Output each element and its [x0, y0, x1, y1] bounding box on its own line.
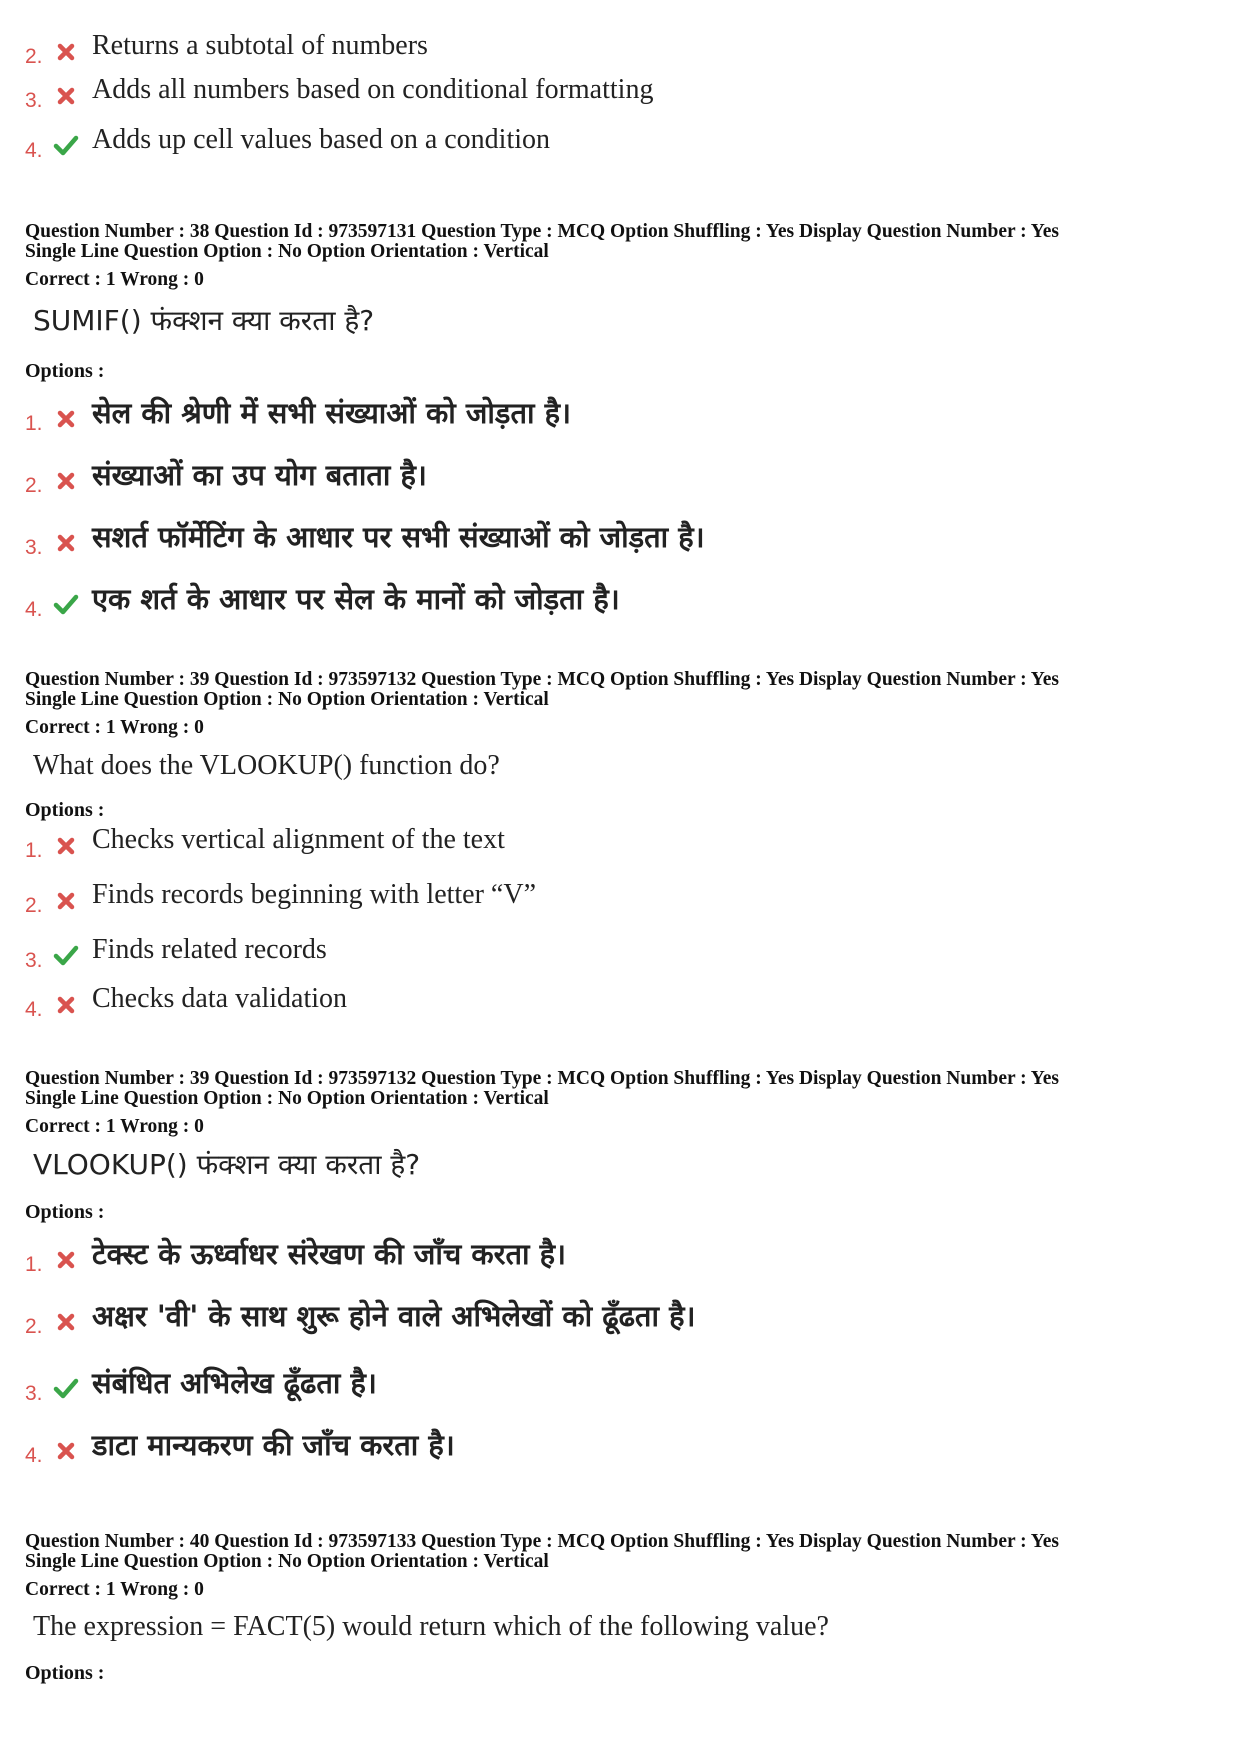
option-text: टेक्स्ट के ऊर्ध्वाधर संरेखण की जाँच करता है। [92, 1237, 567, 1271]
option-text: संबंधित अभिलेख ढूँढता है। [92, 1366, 377, 1400]
option-text: अक्षर 'वी' के साथ शुरू होने वाले अभिलेखों को ढूँढता है। [92, 1299, 696, 1333]
question-meta-line2: Single Line Question Option : No Option Orientation : Vertical [25, 689, 549, 710]
question-meta-line2: Single Line Question Option : No Option Orientation : Vertical [25, 241, 549, 262]
option-number: 4. [25, 139, 43, 162]
wrong-cross-icon [53, 84, 79, 108]
option-row[interactable] [0, 822, 1240, 862]
option-text: Adds all numbers based on conditional formatting [92, 74, 654, 105]
option-number: 1. [25, 839, 43, 862]
option-row[interactable] [0, 1298, 1240, 1338]
option-row[interactable] [0, 395, 1240, 435]
question-meta-line2: Single Line Question Option : No Option Orientation : Vertical [25, 1551, 549, 1572]
correct-check-icon [53, 593, 79, 617]
wrong-cross-icon [53, 40, 79, 64]
question-text: VLOOKUP() फंक्शन क्या करता है? [33, 1148, 421, 1181]
option-number: 2. [25, 1315, 43, 1338]
option-row[interactable] [0, 519, 1240, 559]
options-label: Options : [25, 1201, 105, 1223]
option-row[interactable] [0, 457, 1240, 497]
options-label: Options : [25, 799, 105, 821]
option-number: 1. [25, 412, 43, 435]
option-row[interactable] [0, 932, 1240, 972]
option-number: 3. [25, 89, 43, 112]
question-meta-line1: Question Number : 38 Question Id : 973597131 Question Type : MCQ Option Shuffling : Yes Display Question Number : Yes [25, 221, 1059, 242]
option-row[interactable] [0, 1236, 1240, 1276]
question-marks: Correct : 1 Wrong : 0 [25, 1579, 204, 1600]
question-meta-line1: Question Number : 39 Question Id : 973597132 Question Type : MCQ Option Shuffling : Yes Display Question Number : Yes [25, 1068, 1059, 1089]
option-row[interactable] [0, 72, 1240, 112]
option-number: 4. [25, 1444, 43, 1467]
option-text: Adds up cell values based on a condition [92, 124, 551, 155]
option-text: Finds related records [92, 934, 327, 965]
correct-check-icon [53, 134, 79, 158]
correct-check-icon [53, 944, 79, 968]
option-text: एक शर्त के आधार पर सेल के मानों को जोड़ता है। [92, 582, 620, 616]
option-number: 2. [25, 894, 43, 917]
option-row[interactable] [0, 877, 1240, 917]
question-marks: Correct : 1 Wrong : 0 [25, 269, 204, 290]
option-text: संख्याओं का उप योग बताता है। [92, 458, 427, 492]
wrong-cross-icon [53, 469, 79, 493]
wrong-cross-icon [53, 1310, 79, 1334]
correct-check-icon [53, 1377, 79, 1401]
option-row[interactable] [0, 1365, 1240, 1405]
question-text: The expression = FACT(5) would return which of the following value? [33, 1611, 829, 1642]
wrong-cross-icon [53, 993, 79, 1017]
option-number: 1. [25, 1253, 43, 1276]
question-marks: Correct : 1 Wrong : 0 [25, 1116, 204, 1137]
option-number: 3. [25, 1382, 43, 1405]
option-row[interactable] [0, 581, 1240, 621]
option-row[interactable] [0, 28, 1240, 68]
wrong-cross-icon [53, 889, 79, 913]
option-number: 4. [25, 998, 43, 1021]
wrong-cross-icon [53, 407, 79, 431]
option-text: सशर्त फॉर्मेटिंग के आधार पर सभी संख्याओं को जोड़ता है। [92, 520, 705, 554]
question-marks: Correct : 1 Wrong : 0 [25, 717, 204, 738]
option-row[interactable] [0, 1427, 1240, 1467]
option-number: 2. [25, 45, 43, 68]
wrong-cross-icon [53, 834, 79, 858]
question-text: SUMIF() फंक्शन क्या करता है? [33, 304, 375, 337]
option-text: डाटा मान्यकरण की जाँच करता है। [92, 1428, 455, 1462]
option-row[interactable] [0, 122, 1240, 162]
option-number: 2. [25, 474, 43, 497]
question-text: What does the VLOOKUP() function do? [33, 750, 500, 781]
wrong-cross-icon [53, 531, 79, 555]
question-meta-line1: Question Number : 40 Question Id : 973597133 Question Type : MCQ Option Shuffling : Yes Display Question Number : Yes [25, 1531, 1059, 1552]
wrong-cross-icon [53, 1439, 79, 1463]
option-text: Checks data validation [92, 983, 348, 1014]
option-text: Checks vertical alignment of the text [92, 824, 505, 855]
option-number: 3. [25, 949, 43, 972]
option-text: Returns a subtotal of numbers [92, 30, 428, 61]
options-label: Options : [25, 360, 105, 382]
options-label: Options : [25, 1662, 105, 1684]
question-meta-line1: Question Number : 39 Question Id : 973597132 Question Type : MCQ Option Shuffling : Yes Display Question Number : Yes [25, 669, 1059, 690]
option-number: 3. [25, 536, 43, 559]
option-row[interactable] [0, 981, 1240, 1021]
wrong-cross-icon [53, 1248, 79, 1272]
question-meta-line2: Single Line Question Option : No Option Orientation : Vertical [25, 1088, 549, 1109]
option-text: सेल की श्रेणी में सभी संख्याओं को जोड़ता है। [92, 396, 571, 430]
option-text: Finds records beginning with letter “V” [92, 879, 537, 910]
option-number: 4. [25, 598, 43, 621]
